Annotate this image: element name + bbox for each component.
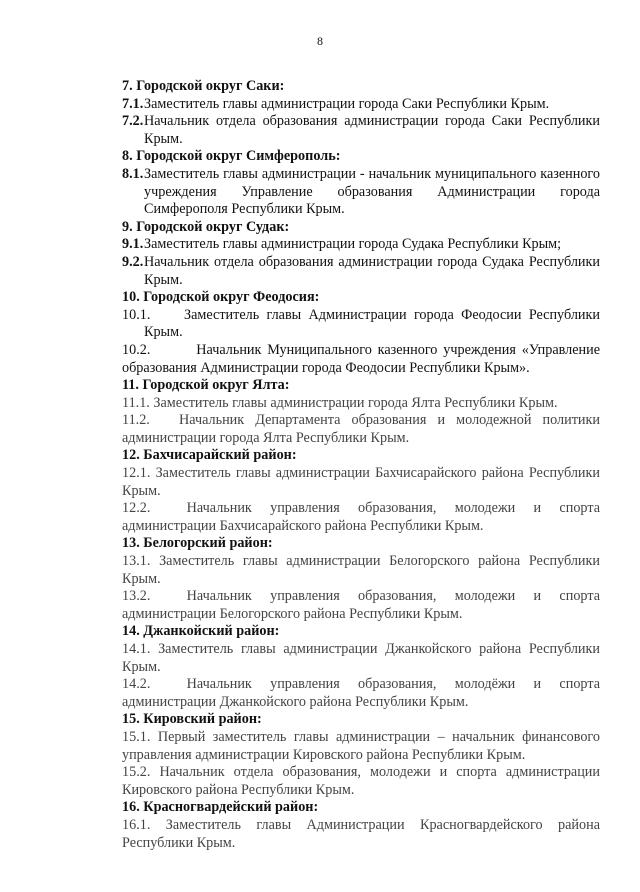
section-heading: 16. Красногвардейский район:	[122, 799, 319, 816]
list-item	[122, 817, 600, 852]
item-number: 13.2.	[122, 588, 151, 605]
item-text: Первый заместитель главы администрации – начальник финансового управления администрации Кировского района Республики Крым.	[122, 728, 600, 763]
item-text: Начальник управления образования, молодежи и спорта администрации Белогорского района Республики Крым.	[122, 588, 600, 622]
item-text: Заместитель главы администрации города Судака Республики Крым;	[144, 236, 562, 253]
item-number: 9.1.	[122, 236, 144, 253]
list-item	[122, 553, 600, 588]
list-item	[122, 166, 600, 219]
list-item	[122, 500, 600, 535]
item-text: Начальник Муниципального казенного учреждения «Управление образования Администрации города Феодосии Республики Крым».	[122, 341, 601, 376]
list-item	[122, 676, 600, 711]
page-number: 8	[317, 34, 323, 48]
section-heading: 12. Бахчисарайский район:	[122, 447, 297, 464]
section-heading: 11. Городской округ Ялта:	[122, 377, 290, 394]
section-heading: 15. Кировский район:	[122, 711, 262, 728]
item-text: Начальник отдела образования администрации города Судака Республики Крым.	[144, 253, 600, 288]
section-heading: 8. Городской округ Симферополь:	[122, 148, 341, 165]
item-number: 8.1.	[122, 165, 144, 182]
item-number: 13.1.	[122, 553, 151, 570]
item-number: 12.1.	[122, 465, 151, 482]
item-number: 11.2.	[122, 412, 150, 429]
item-number: 15.1.	[122, 728, 151, 745]
item-number: 16.1.	[122, 816, 151, 833]
item-number: 14.2.	[122, 676, 151, 693]
item-text: Начальник отдела образования администрации города Саки Республики Крым.	[144, 113, 600, 147]
list-item	[122, 412, 600, 447]
item-number: 7.2.	[122, 113, 144, 130]
list-item	[122, 465, 600, 500]
item-text: Заместитель главы администрации Джанкойского района Республики Крым.	[122, 641, 601, 675]
list-item	[122, 764, 600, 799]
item-number: 10.2.	[122, 341, 151, 358]
item-number: 7.1.	[122, 95, 144, 112]
item-text: Заместитель главы администрации Белогорского района Республики Крым.	[122, 553, 600, 587]
section-heading: 10. Городской округ Феодосия:	[122, 289, 320, 306]
section-heading: 14. Джанкойский район:	[122, 623, 280, 640]
item-text: Заместитель главы Администрации города Феодосии Республики Крым.	[144, 306, 600, 341]
list-item	[122, 641, 600, 676]
item-text: Начальник управления образования, молодежи и спорта администрации Бахчисарайского района Республики Крым.	[122, 500, 600, 534]
list-item	[122, 342, 600, 377]
list-item	[122, 96, 600, 114]
list-item	[122, 729, 600, 764]
section-heading: 13. Белогорский район:	[122, 535, 273, 552]
item-number: 12.2.	[122, 500, 151, 517]
list-item	[122, 113, 600, 148]
item-text: Заместитель главы Администрации Красногвардейского района Республики Крым.	[122, 816, 600, 851]
item-number: 14.1.	[122, 641, 151, 657]
item-text: Заместитель главы администрации города Саки Республики Крым.	[144, 95, 550, 112]
list-item	[122, 307, 600, 342]
item-number: 15.2.	[122, 764, 151, 781]
item-number: 11.1.	[122, 394, 150, 411]
section-heading: 9. Городской округ Судак:	[122, 218, 290, 235]
list-item	[122, 254, 600, 289]
item-text: Заместитель главы администрации Бахчисарайского района Республики Крым.	[122, 465, 601, 499]
item-text: Начальник управления образования, молодёжи и спорта администрации Джанкойского района Республики Крым.	[122, 676, 600, 710]
item-text: Начальник отдела образования, молодежи и спорта администрации Кировского района Республики Крым.	[122, 764, 600, 798]
item-number: 9.2.	[122, 253, 144, 270]
list-item	[122, 236, 600, 254]
item-number: 10.1.	[122, 306, 151, 323]
document-body	[122, 78, 600, 852]
list-item	[122, 588, 600, 623]
item-text: Начальник Департамента образования и молодежной политики администрации города Ялта Республики Крым.	[122, 412, 600, 446]
item-text: Заместитель главы администрации - начальник муниципального казенного учреждения Управление образования Администрации города Симферополя Республики Крым.	[144, 165, 600, 218]
list-item	[122, 395, 600, 413]
item-text: Заместитель главы администрации города Ялта Республики Крым.	[153, 394, 558, 411]
section-heading: 7. Городской округ Саки:	[122, 78, 285, 94]
